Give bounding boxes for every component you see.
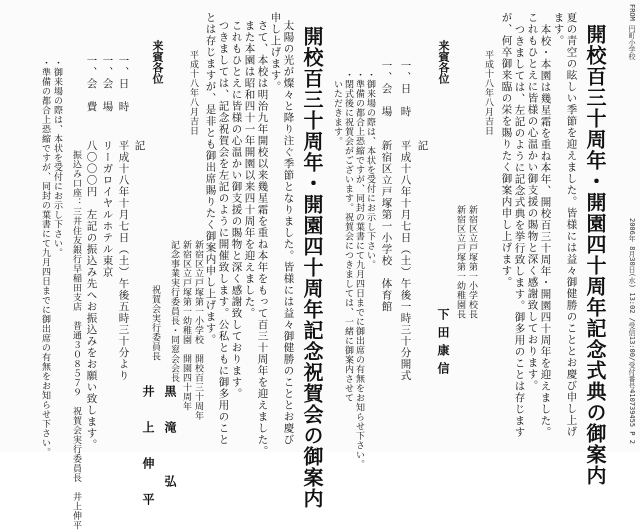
reception-greeting-7: とは存じますが、是非とも御出席賜りたく御案内申し上げます。 bbox=[204, 12, 217, 346]
ceremony-sender-2: 新宿区立戸塚第一幼稚園長 bbox=[455, 205, 465, 319]
reception-item-value-date: 平成十八年十月七日（土）午後五時三十分より bbox=[117, 140, 130, 382]
ceremony-note-4: いただきます。 bbox=[332, 70, 342, 146]
ceremony-item-label-venue: 一、会 場 bbox=[380, 60, 393, 118]
ceremony-greeting-4: これもひとえに皆様の心温かい御支援の賜物と深く感謝致しております。 bbox=[526, 12, 539, 392]
fax-header bbox=[627, 4, 637, 444]
ceremony-note-3: ・閉式後に祝賀会がございます。祝賀会につきましては、一緒に御案内させて bbox=[343, 70, 353, 403]
reception-sender-name: 黒 滝 弘 bbox=[163, 385, 177, 493]
reception-note-2: ・準備の都合上恐縮ですが、同封の葉書にて九月四日までに御出席の有無をお知らせ下さい。 bbox=[40, 58, 50, 457]
ceremony-note-2: ・準備の都合上恐縮ですが、同封の葉書にて九月四日までに御出席の有無をお知らせ下さい。 bbox=[354, 70, 364, 469]
ceremony-addressee: 来賓各位 bbox=[437, 40, 450, 84]
reception-greeting-1: 太陽の光が燦々と降り注ぐ季節となりました。皆様には益々御健勝のこととお慶び bbox=[282, 20, 295, 446]
ceremony-item-value-date: 平成十八年十月七日（土）午後一時三十分開式 bbox=[399, 140, 412, 382]
reception-sender-1: 新宿区立戸塚第一小学校 開校百三十周年 bbox=[193, 240, 203, 421]
ceremony-note-1: ・御来場の際は、本状を受付にお示し下さい。 bbox=[365, 70, 375, 270]
ceremony-ki: 記 bbox=[416, 140, 429, 152]
fax-header-received: 2006年 8月30日(水) 13:02 /受信13:00/受付番号410739455 P 2 bbox=[628, 218, 636, 444]
reception-greeting-2: 申し上げます。 bbox=[269, 12, 282, 93]
ceremony-item-value-venue: 新宿区立戸塚第一小学校 体育館 bbox=[380, 140, 393, 313]
reception-greeting-5: これもひとえに皆様の心温かい御支援の賜物と深く感謝致しております。 bbox=[230, 20, 243, 400]
ceremony-greeting-2: ます。 bbox=[552, 12, 565, 47]
ceremony-sender-name: 下田康信 bbox=[436, 308, 450, 380]
ceremony-greeting-5: つきましては、左記のように記念式典を挙行致します。御多用のことは存じます bbox=[513, 24, 526, 438]
reception-bank-account: 振込み口座：三井住友銀行早稲田支店 普通３０８５７９ 祝賀会実行委員長 井上伸平 bbox=[71, 150, 81, 530]
ceremony-greeting-1: 夏の青空の眩しい季節を迎えました。皆様には益々御健勝のこととお慶び申し上げ bbox=[565, 12, 578, 438]
reception-item-value-venue: リーガロイヤルホテル東京 bbox=[101, 140, 114, 278]
ceremony-greeting-3: 本校・本園は幾星霜を重ね本年、開校百三十周年・開園四十周年を迎えました。 bbox=[539, 24, 552, 438]
reception-addressee: 来賓各位 bbox=[151, 40, 164, 84]
reception-item-label-venue: 一、会 場 bbox=[101, 55, 114, 113]
reception-item-value-fee: 八〇〇〇円 左記の振込み先へお振込みをお願い致します。 bbox=[85, 140, 98, 451]
reception-item-label-date: 一、日 時 bbox=[117, 55, 130, 113]
reception-greeting-6: つきましては、記念祝賀会を左記のように開催致します。公私ともに御多用のこと bbox=[217, 20, 230, 446]
reception-committee: 祝賀会実行委員長 bbox=[150, 285, 160, 361]
fax-header-from: FROM 円町小学校 bbox=[628, 4, 636, 61]
reception-committee-name: 井 上 伸 平 bbox=[141, 385, 155, 511]
reception-ki: 記 bbox=[133, 140, 146, 152]
ceremony-item-label-date: 一、日 時 bbox=[399, 60, 412, 118]
reception-title: 開校百三十周年・開園四十周年記念祝賀会の御案内 bbox=[300, 26, 324, 509]
reception-note-1: ・御来場の際は、本状を受付にお示し下さい。 bbox=[52, 58, 62, 258]
ceremony-greeting-6: が、何卒御来臨の栄を賜りたく御案内申し上げます。 bbox=[500, 12, 513, 288]
ceremony-date: 平成十八年八月吉日 bbox=[483, 50, 493, 136]
reception-item-label-fee: 一、会 費 bbox=[85, 55, 98, 113]
ceremony-title: 開校百三十周年・開園四十周年記念式典の御案内 bbox=[583, 24, 607, 486]
reception-greeting-4: また本園は昭和四十一年開園以来四十周年を迎えました。 bbox=[243, 20, 256, 319]
reception-sender-3: 記念事業実行委員長・同窓会会長 bbox=[169, 240, 179, 383]
ceremony-sender-1: 新宿区立戸塚第一小学校長 bbox=[467, 205, 477, 319]
reception-greeting-3: さて、本校は明治九年開校以来幾星霜を重ね本年をもって百三十周年を迎えました。 bbox=[256, 20, 269, 457]
reception-sender-2: 新宿区立戸塚第一幼稚園 開園四十周年 bbox=[181, 240, 191, 411]
reception-date: 平成十八年八月吉日 bbox=[188, 50, 198, 136]
